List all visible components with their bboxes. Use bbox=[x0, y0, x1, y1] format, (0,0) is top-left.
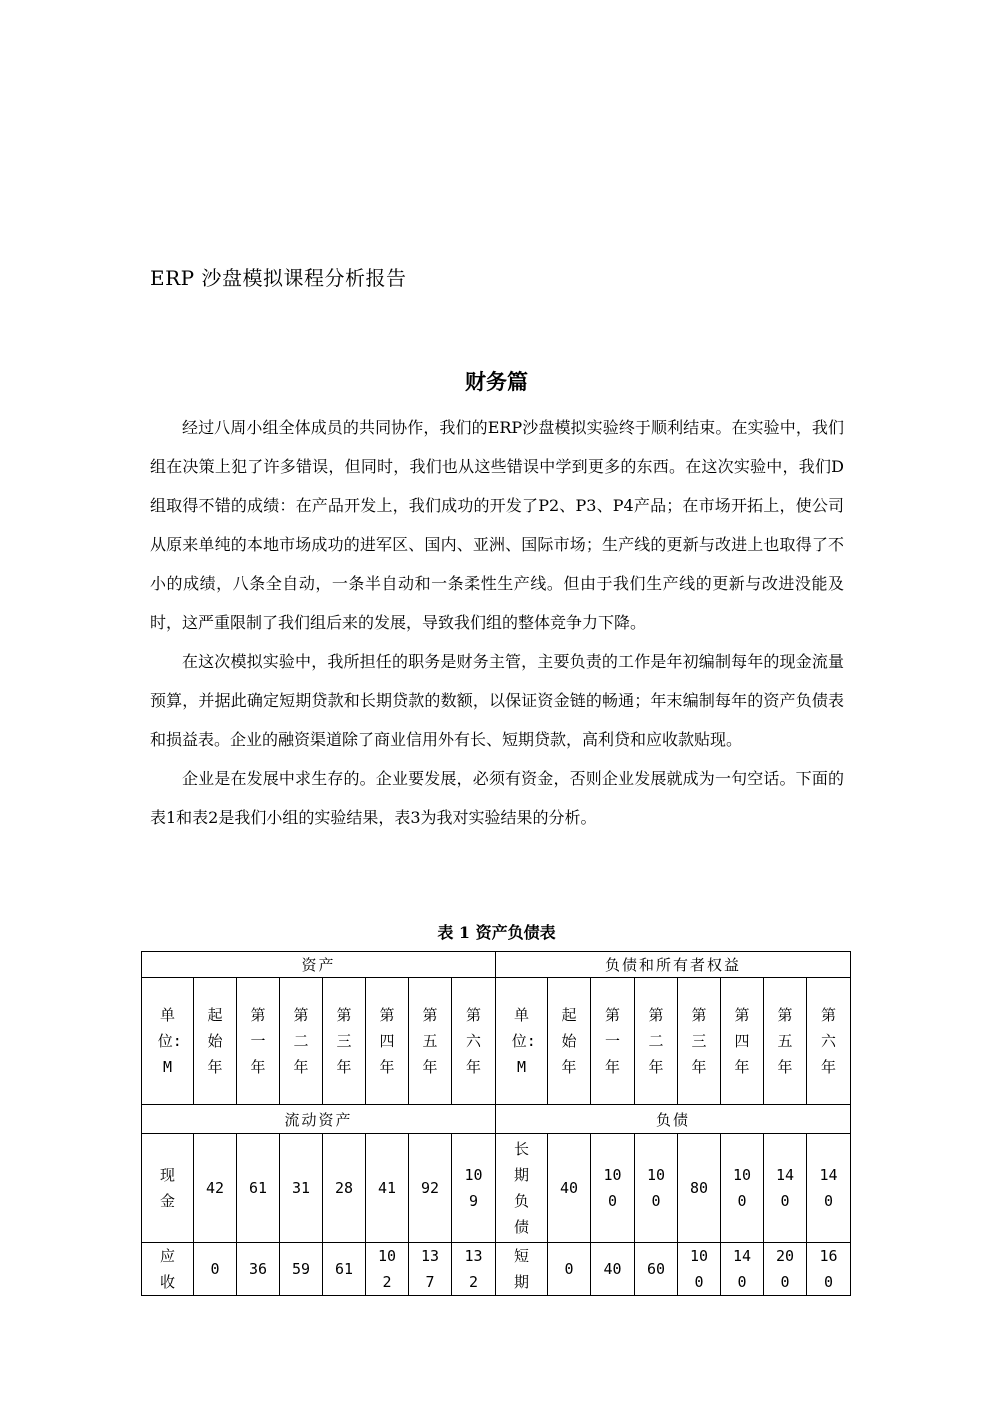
value-cell bbox=[721, 1243, 764, 1296]
asset-value: 132 bbox=[464, 1247, 483, 1291]
liability-row-label: 长期负债 bbox=[514, 1140, 530, 1236]
year-labels-row bbox=[142, 978, 851, 1105]
document-title: ERP 沙盘模拟课程分析报告 bbox=[150, 266, 407, 290]
year-label: 第六年 bbox=[465, 1006, 481, 1076]
value-cell bbox=[194, 1134, 237, 1243]
value-cell bbox=[807, 1134, 851, 1243]
year-label: 第三年 bbox=[691, 1006, 707, 1076]
value-cell bbox=[237, 1243, 280, 1296]
year-cell bbox=[807, 978, 851, 1105]
asset-value: 41 bbox=[377, 1179, 397, 1197]
liability-value: 40 bbox=[559, 1179, 579, 1197]
paragraph-1: 经过八周小组全体成员的共同协作，我们的ERP沙盘模拟实验终于顺利结束。在实验中，我们组在决策上犯了许多错误，但同时，我们也从这些错误中学到更多的东西。在这次实验中，我们D组取得不错的成绩：在产品开发上，我们成功的开发了P2、P3、P4产品；在市场开拓上，使公司从原来单纯的本地市场成功的进军区、国内、亚洲、国际市场；生产线的更新与改进上也取得了不小的成绩，八条全自动，一条半自动和一条柔性生产线。但由于我们生产线的更新与改进没能及时，这严重限制了我们组后来的发展，导致我们组的整体竞争力下降。 bbox=[150, 418, 844, 632]
liabilities-header: 负债和所有者权益 bbox=[496, 952, 851, 978]
unit-label: 单位:M bbox=[157, 1006, 182, 1076]
liability-value: 60 bbox=[646, 1260, 666, 1278]
year-label: 起始年 bbox=[561, 1006, 577, 1076]
liability-value: 80 bbox=[689, 1179, 709, 1197]
table-row bbox=[142, 1134, 851, 1243]
year-cell bbox=[194, 978, 237, 1105]
value-cell bbox=[237, 1134, 280, 1243]
asset-value: 31 bbox=[291, 1179, 311, 1197]
year-cell bbox=[323, 978, 366, 1105]
year-cell bbox=[591, 978, 635, 1105]
unit-label-cell bbox=[496, 978, 548, 1105]
liability-row-label: 短期 bbox=[514, 1247, 530, 1291]
body-text bbox=[150, 408, 844, 837]
value-cell bbox=[323, 1243, 366, 1296]
value-cell bbox=[280, 1134, 323, 1243]
value-cell bbox=[366, 1134, 409, 1243]
value-cell bbox=[194, 1243, 237, 1296]
value-cell bbox=[452, 1243, 496, 1296]
year-cell bbox=[721, 978, 764, 1105]
row-label-cell bbox=[142, 1243, 194, 1296]
asset-value: 61 bbox=[334, 1260, 354, 1278]
value-cell bbox=[323, 1134, 366, 1243]
value-cell bbox=[452, 1134, 496, 1243]
table-header-row bbox=[142, 952, 851, 978]
value-cell bbox=[591, 1243, 635, 1296]
value-cell bbox=[807, 1243, 851, 1296]
year-cell bbox=[452, 978, 496, 1105]
year-label: 第三年 bbox=[336, 1006, 352, 1076]
table-caption: 表 1 资产负债表 bbox=[437, 923, 556, 942]
value-cell bbox=[366, 1243, 409, 1296]
year-cell bbox=[366, 978, 409, 1105]
value-cell bbox=[721, 1134, 764, 1243]
liability-value: 200 bbox=[775, 1247, 795, 1291]
row-label-cell bbox=[142, 1134, 194, 1243]
liability-value: 160 bbox=[819, 1247, 838, 1291]
liability-value: 140 bbox=[732, 1247, 752, 1291]
year-cell bbox=[764, 978, 807, 1105]
value-cell bbox=[635, 1134, 678, 1243]
year-label: 起始年 bbox=[207, 1006, 223, 1076]
balance-sheet-table bbox=[141, 951, 851, 1296]
value-cell bbox=[548, 1134, 591, 1243]
value-cell bbox=[678, 1243, 721, 1296]
liability-value: 40 bbox=[603, 1260, 622, 1278]
liability-value: 140 bbox=[819, 1166, 838, 1210]
asset-value: 137 bbox=[420, 1247, 440, 1291]
year-cell bbox=[635, 978, 678, 1105]
row-label-cell bbox=[496, 1243, 548, 1296]
value-cell bbox=[409, 1134, 452, 1243]
unit-label-cell bbox=[142, 978, 194, 1105]
asset-row-label: 应收 bbox=[159, 1247, 175, 1291]
section-heading: 财务篇 bbox=[465, 369, 528, 394]
asset-value: 28 bbox=[334, 1179, 354, 1197]
year-label: 第五年 bbox=[422, 1006, 438, 1076]
unit-label: 单位:M bbox=[511, 1006, 536, 1076]
current-assets-label: 流动资产 bbox=[142, 1105, 496, 1134]
year-cell bbox=[548, 978, 591, 1105]
year-label: 第一年 bbox=[250, 1006, 266, 1076]
year-label: 第四年 bbox=[379, 1006, 395, 1076]
value-cell bbox=[764, 1243, 807, 1296]
asset-value: 42 bbox=[205, 1179, 225, 1197]
liability-value: 140 bbox=[775, 1166, 795, 1210]
asset-value: 102 bbox=[377, 1247, 397, 1291]
asset-value: 36 bbox=[248, 1260, 268, 1278]
subsection-row bbox=[142, 1105, 851, 1134]
year-cell bbox=[237, 978, 280, 1105]
value-cell bbox=[764, 1134, 807, 1243]
asset-value: 61 bbox=[248, 1179, 268, 1197]
paragraph-3: 企业是在发展中求生存的。企业要发展，必须有资金，否则企业发展就成为一句空话。下面的表1和表2是我们小组的实验结果，表3为我对实验结果的分析。 bbox=[150, 769, 844, 827]
asset-value: 92 bbox=[420, 1179, 440, 1197]
year-label: 第一年 bbox=[605, 1006, 621, 1076]
value-cell bbox=[591, 1134, 635, 1243]
year-label: 第六年 bbox=[821, 1006, 837, 1076]
row-label-cell bbox=[496, 1134, 548, 1243]
value-cell bbox=[678, 1134, 721, 1243]
assets-header: 资产 bbox=[142, 952, 496, 978]
year-label: 第四年 bbox=[734, 1006, 750, 1076]
liabilities-label: 负债 bbox=[496, 1105, 851, 1134]
year-label: 第二年 bbox=[293, 1006, 309, 1076]
value-cell bbox=[548, 1243, 591, 1296]
liability-value: 100 bbox=[732, 1166, 752, 1210]
year-cell bbox=[280, 978, 323, 1105]
year-label: 第五年 bbox=[777, 1006, 793, 1076]
year-cell bbox=[678, 978, 721, 1105]
year-label: 第二年 bbox=[648, 1006, 664, 1076]
year-cell bbox=[409, 978, 452, 1105]
asset-value: 59 bbox=[291, 1260, 311, 1278]
value-cell bbox=[409, 1243, 452, 1296]
table-row bbox=[142, 1243, 851, 1296]
liability-value: 100 bbox=[646, 1166, 666, 1210]
value-cell bbox=[280, 1243, 323, 1296]
asset-row-label: 现金 bbox=[159, 1166, 175, 1210]
liability-value: 100 bbox=[689, 1247, 709, 1291]
asset-value: 0 bbox=[210, 1260, 220, 1278]
asset-value: 109 bbox=[464, 1166, 483, 1210]
liability-value: 100 bbox=[603, 1166, 622, 1210]
paragraph-2: 在这次模拟实验中，我所担任的职务是财务主管，主要负责的工作是年初编制每年的现金流量预算，并据此确定短期贷款和长期贷款的数额，以保证资金链的畅通；年末编制每年的资产负债表和损益表。企业的融资渠道除了商业信用外有长、短期贷款，高利贷和应收款贴现。 bbox=[150, 652, 844, 749]
liability-value: 0 bbox=[564, 1260, 574, 1278]
value-cell bbox=[635, 1243, 678, 1296]
